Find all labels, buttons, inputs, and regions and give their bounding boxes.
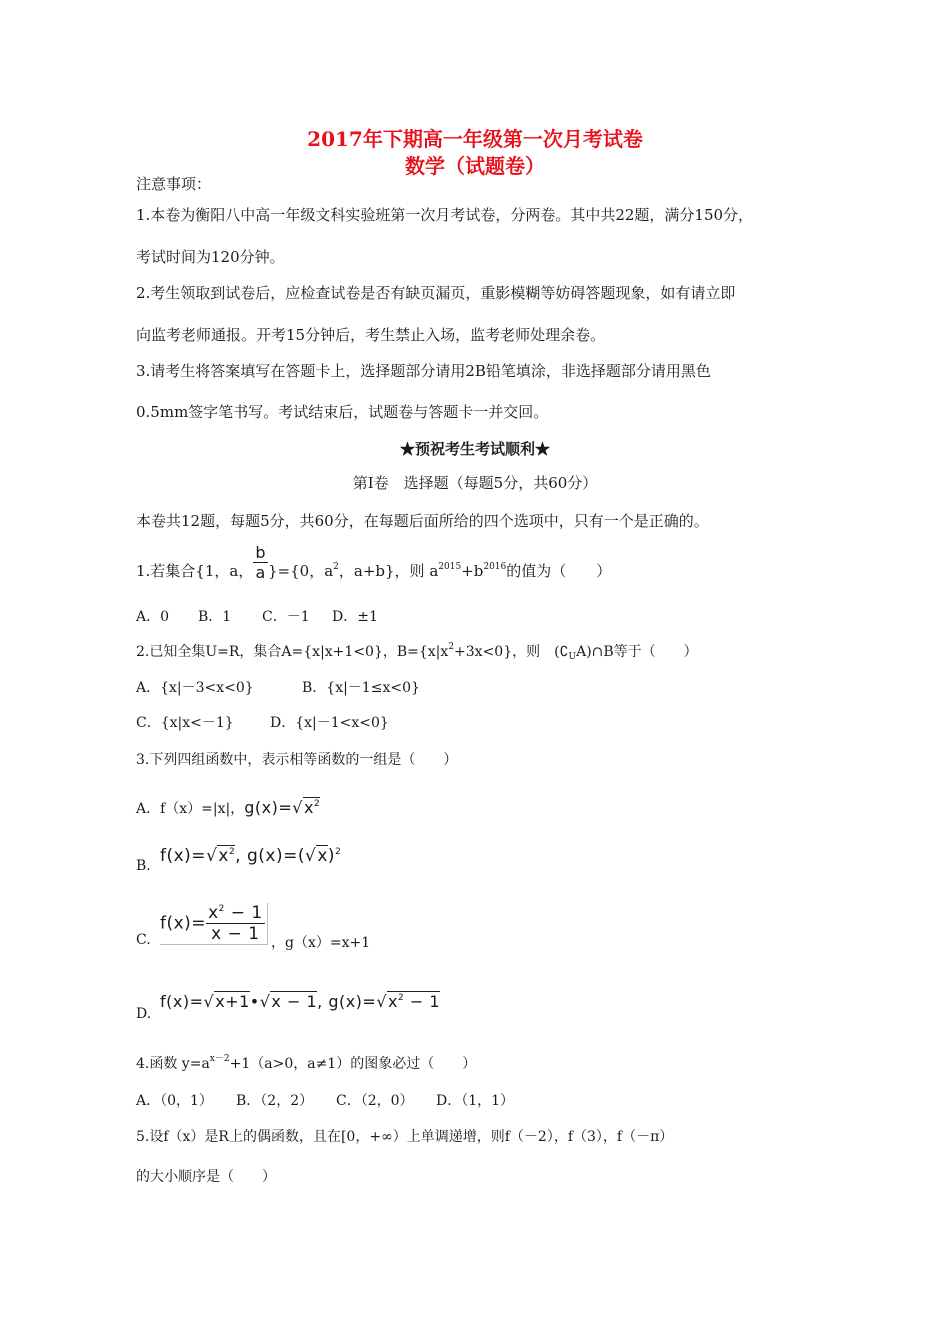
- q1-frac-num: b: [255, 543, 266, 562]
- q3-b-label: B.: [136, 858, 151, 874]
- q3-option-c: [136, 932, 151, 948]
- q3-option-b: [136, 858, 151, 874]
- q3-c-g: ，g（x）=x+1: [271, 935, 371, 951]
- section-title: 第Ⅰ卷 选择题（每题5分，共60分）: [352, 474, 598, 492]
- q3-b-expression: [160, 846, 341, 866]
- q3-d-radicand-3: $x^2 - 1$: [388, 992, 440, 1011]
- q3-b-sqrt-icon: √: [206, 846, 218, 866]
- q3-d-radicand-2: x − 1: [271, 992, 318, 1011]
- notes-line-3: 2.考生领取到试卷后，应检查试卷是否有缺页漏页，重影模糊等妨碍答题现象，如有请立即: [136, 284, 736, 302]
- q2-prefix: 2.已知全集U=R，集合A={x|x+1<0}，B={x|x: [136, 644, 449, 660]
- q3-b-g: , g(x)=(: [235, 846, 306, 866]
- q3-c-label: C.: [136, 932, 151, 948]
- blessing-line: ★预祝考生考试顺利★: [399, 440, 550, 458]
- q3-b-f-radicand: $x^2$: [218, 846, 236, 866]
- q3-d-sqrt-icon-2: √: [259, 992, 271, 1011]
- q3-b-g-sup: 2: [335, 847, 342, 857]
- q2-option-b: B．{x|－1≤x<0}: [302, 680, 420, 696]
- q2-option-c: C．{x|x<－1}: [136, 715, 234, 731]
- question-1: [136, 543, 611, 582]
- q1-sup-3: 2016: [483, 562, 507, 572]
- notes-line-2: 考试时间为120分钟。: [136, 248, 285, 266]
- q2-sup: 2: [448, 642, 455, 652]
- q1-options: [136, 606, 378, 626]
- q4-suffix: +1（a>0，a≠1）的图象必过（ ）: [229, 1056, 477, 1072]
- question-2: [136, 641, 698, 661]
- q3-d-expression: [160, 992, 440, 1011]
- question-5-line-2: 的大小顺序是（ ）: [136, 1169, 276, 1185]
- q3-d-radicand-1: x+1: [215, 992, 250, 1011]
- q2-option-d: D．{x|－1<x<0}: [270, 715, 389, 731]
- q1-sup-2: 2015: [438, 562, 462, 572]
- q2-mid: +3x<0}，则 (∁: [454, 644, 569, 660]
- q4-sup: x－2: [209, 1054, 230, 1064]
- q4-option-a: A．（0，1）: [136, 1093, 213, 1109]
- q1-suffix: 的值为（ ）: [506, 562, 612, 580]
- notes-line-5: 3.请考生将答案填写在答题卡上，选择题部分请用2B铅笔填涂，非选择题部分请用黑色: [136, 362, 711, 380]
- q3-d-g: , g(x)=: [317, 992, 377, 1011]
- notes-line-1: 1.本卷为衡阳八中高一年级文科实验班第一次月考试卷，分两卷。其中共22题，满分150分，: [136, 206, 754, 224]
- q3-b-f: f(x)=: [160, 846, 207, 866]
- q3-d-sqrt-icon-1: √: [203, 992, 215, 1011]
- question-4: [136, 1053, 476, 1073]
- q2-suffix: A)∩B等于（ ）: [576, 644, 698, 660]
- exam-subtitle: 数学（试题卷）: [405, 154, 545, 178]
- section-intro: 本卷共12题，每题5分，共60分，在每题后面所给的四个选项中，只有一个是正确的。: [136, 512, 709, 530]
- q4-option-c: C．（2，0）: [336, 1093, 414, 1109]
- q1-after-sup: ，a+b}，则 a: [338, 562, 439, 580]
- q3-d-label: D.: [136, 1006, 152, 1022]
- q1-option-d: D．±1: [332, 609, 378, 625]
- q1-option-b: B．1: [198, 609, 232, 625]
- q3-a-sqrt-icon: √: [292, 798, 303, 817]
- q1-option-c: C．－1: [262, 609, 310, 625]
- q3-c-expression: [160, 903, 268, 945]
- q3-c-denominator: x − 1: [206, 923, 265, 944]
- q3-c-numerator: $x^2 - 1$: [208, 903, 263, 923]
- question-5-line-1: 5.设f（x）是R上的偶函数，且在[0，+∞）上单调递增，则f（－2），f（3），f（－π）: [136, 1129, 674, 1145]
- q1-sup-1: 2: [333, 562, 339, 572]
- q3-option-a: [136, 798, 320, 818]
- q1-plus: +b: [461, 562, 484, 580]
- q3-b-g-sqrt-icon: √: [305, 846, 317, 866]
- q1-frac-den: a: [253, 562, 268, 582]
- q3-c-fraction: [206, 903, 265, 944]
- q3-b-g-close: ): [327, 846, 336, 866]
- q2-options-row-2: [136, 712, 389, 732]
- q4-option-d: D．（1，1）: [436, 1093, 515, 1109]
- q1-option-a: A．0: [136, 609, 170, 625]
- q4-options: [136, 1090, 514, 1110]
- q2-sub: U: [568, 652, 577, 662]
- q4-option-b: B．（2，2）: [236, 1093, 314, 1109]
- q3-a-g: g(x)=: [244, 798, 293, 817]
- q1-mid: }={0，a: [268, 562, 334, 580]
- q3-b-g-radicand: x: [317, 846, 328, 866]
- q1-prefix: 1.若集合{1，a，: [136, 562, 254, 580]
- q3-a-radicand: $x^2$: [303, 798, 321, 817]
- question-3-stem: 3.下列四组函数中，表示相等函数的一组是（ ）: [136, 752, 458, 768]
- q3-d-dot: •: [249, 992, 260, 1011]
- q3-a-label: A．f（x）=|x|，: [136, 801, 245, 817]
- notes-line-6: 0.5mm签字笔书写。考试结束后，试题卷与答题卡一并交回。: [136, 403, 549, 421]
- q1-fraction: [253, 543, 268, 582]
- q2-option-a: A．{x|－3<x<0}: [136, 680, 254, 696]
- notes-heading: 注意事项：: [136, 175, 212, 193]
- q3-d-f: f(x)=: [160, 992, 204, 1011]
- notes-line-4: 向监考老师通报。开考15分钟后，考生禁止入场，监考老师处理余卷。: [136, 326, 606, 344]
- exam-title: 2017年下期高一年级第一次月考试卷: [307, 127, 643, 151]
- q3-option-d: [136, 1006, 151, 1022]
- q2-options-row-1: [136, 677, 420, 697]
- q3-d-sqrt-icon-3: √: [376, 992, 388, 1011]
- q4-prefix: 4.函数 y=a: [136, 1056, 210, 1072]
- q3-c-f: f(x)=: [160, 913, 207, 934]
